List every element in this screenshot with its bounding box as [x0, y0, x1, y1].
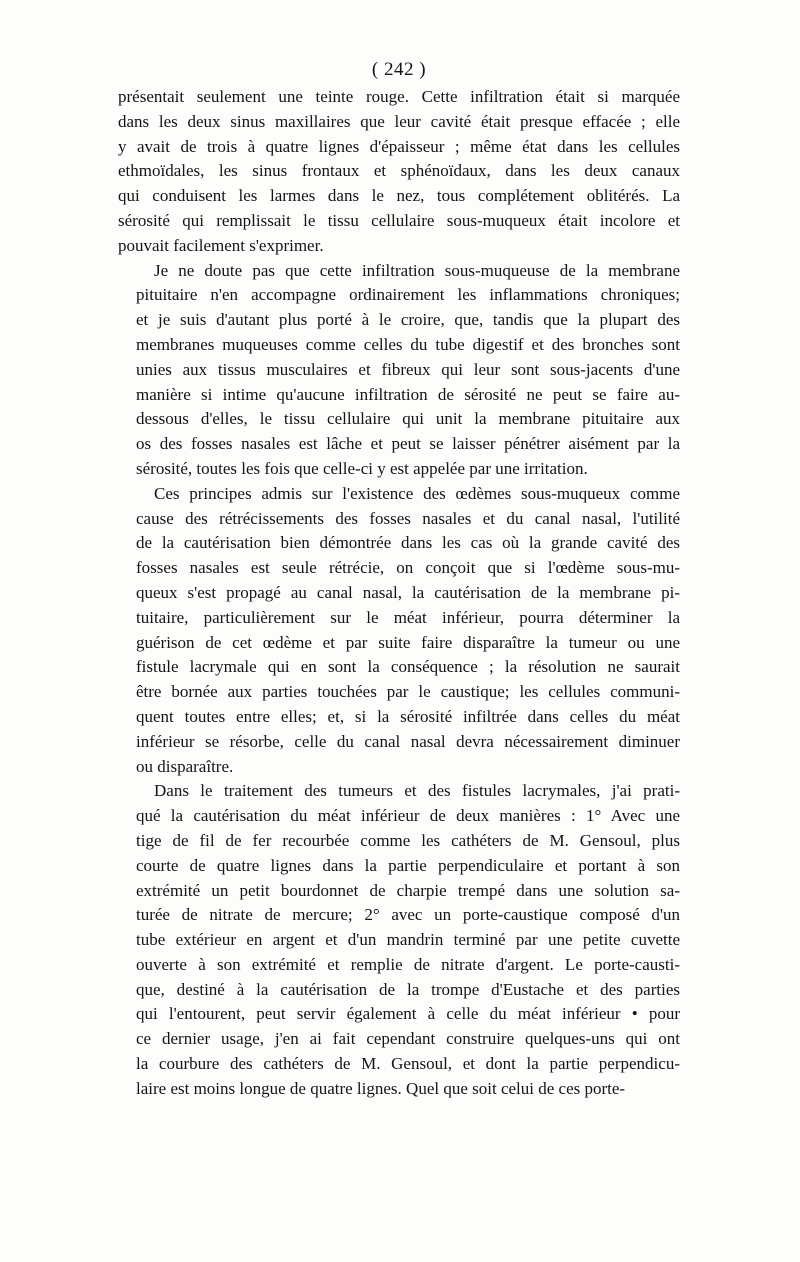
paragraph — [118, 85, 680, 259]
text-line: pituitaire n'en accompagne ordinairement les inflammations chroniques; — [136, 285, 680, 305]
text-line: turée de nitrate de mercure; 2° avec un porte-caustique composé d'un — [136, 905, 680, 925]
book-page — [118, 58, 680, 1102]
text-line: os des fosses nasales est lâche et peut se laisser pénétrer aisément par la — [136, 434, 680, 454]
text-line: ce dernier usage, j'en ai fait cependant construire quelques-uns qui ont — [136, 1029, 680, 1049]
text-line: inférieur se résorbe, celle du canal nasal devra nécessairement diminuer — [136, 731, 680, 751]
text-line: courte de quatre lignes dans la partie perpendiculaire et portant à son — [136, 855, 680, 875]
text-line: ouverte à son extrémité et remplie de nitrate d'argent. Le porte-causti- — [136, 954, 680, 974]
text-line: présentait seulement une teinte rouge. Cette infiltration était si marquée — [118, 87, 680, 106]
text-line: de la cautérisation bien démontrée dans les cas où la grande cavité des — [136, 533, 680, 553]
text-line: membranes muqueuses comme celles du tube digestif et des bronches sont — [136, 334, 680, 354]
text-line: laire est moins longue de quatre lignes. Quel que soit celui de ces porte- — [136, 1078, 626, 1098]
text-line: pouvait facilement s'exprimer. — [118, 235, 324, 255]
body-text — [118, 85, 680, 1102]
text-line: Je ne doute pas que cette infiltration sous-muqueuse de la membrane — [154, 260, 680, 280]
text-line: extrémité un petit bourdonnet de charpie trempé dans une solution sa- — [136, 880, 680, 900]
text-line: et je suis d'autant plus porté à le croire, que, tandis que la plupart des — [136, 310, 680, 330]
text-line: la courbure des cathéters de M. Gensoul, et dont la partie perpendicu- — [136, 1054, 680, 1074]
text-line: ethmoïdales, les sinus frontaux et sphénoïdaux, dans les deux canaux — [118, 161, 680, 181]
text-line: tube extérieur en argent et d'un mandrin terminé par une petite cuvette — [136, 930, 680, 950]
text-line: fosses nasales est seule rétrécie, on conçoit que si l'œdème sous-mu- — [136, 558, 680, 578]
text-line: dans les deux sinus maxillaires que leur cavité était presque effacée ; elle — [118, 111, 680, 131]
text-line: fistule lacrymale qui en sont la conséquence ; la résolution ne saurait — [136, 657, 680, 677]
text-line: quent toutes entre elles; et, si la sérosité infiltrée dans celles du méat — [136, 706, 680, 726]
text-line: être bornée aux parties touchées par le caustique; les cellules communi- — [136, 682, 680, 702]
text-line: tige de fil de fer recourbée comme les cathéters de M. Gensoul, plus — [136, 830, 680, 850]
text-line: tuitaire, particulièrement sur le méat inférieur, pourra déterminer la — [136, 607, 680, 627]
text-line: Ces principes admis sur l'existence des œdèmes sous-muqueux comme — [154, 483, 680, 503]
text-line: unies aux tissus musculaires et fibreux qui leur sont sous-jacents d'une — [136, 359, 680, 379]
text-line: qué la cautérisation du méat inférieur de deux manières : 1° Avec une — [136, 806, 680, 826]
page-number: ( 242 ) — [371, 59, 427, 80]
text-line: guérison de cet œdème et par suite faire disparaître la tumeur ou une — [136, 632, 680, 652]
text-line: dessous d'elles, le tissu cellulaire qui unit la membrane pituitaire aux — [136, 409, 680, 429]
text-line: y avait de trois à quatre lignes d'épaisseur ; même état dans les cellules — [118, 136, 680, 156]
text-line: cause des rétrécissements des fosses nasales et du canal nasal, l'utilité — [136, 508, 680, 528]
text-line: sérosité, toutes les fois que celle-ci y est appelée par une irritation. — [136, 458, 588, 478]
text-line: qui l'entourent, peut servir également à celle du méat inférieur • pour — [136, 1004, 680, 1024]
text-line: ou disparaître. — [136, 756, 234, 776]
paragraph — [118, 779, 680, 1101]
paragraph — [118, 259, 680, 482]
text-line: que, destiné à la cautérisation de la trompe d'Eustache et des parties — [136, 979, 680, 999]
text-line: Dans le traitement des tumeurs et des fistules lacrymales, j'ai prati- — [154, 781, 680, 801]
text-line: sérosité qui remplissait le tissu cellulaire sous-muqueux était incolore et — [118, 210, 680, 230]
text-line: manière si intime qu'aucune infiltration de sérosité ne peut se faire au- — [136, 384, 680, 404]
paragraph — [118, 482, 680, 780]
text-line: qui conduisent les larmes dans le nez, tous complétement oblitérés. La — [118, 186, 680, 206]
text-line: queux s'est propagé au canal nasal, la cautérisation de la membrane pi- — [136, 582, 680, 602]
